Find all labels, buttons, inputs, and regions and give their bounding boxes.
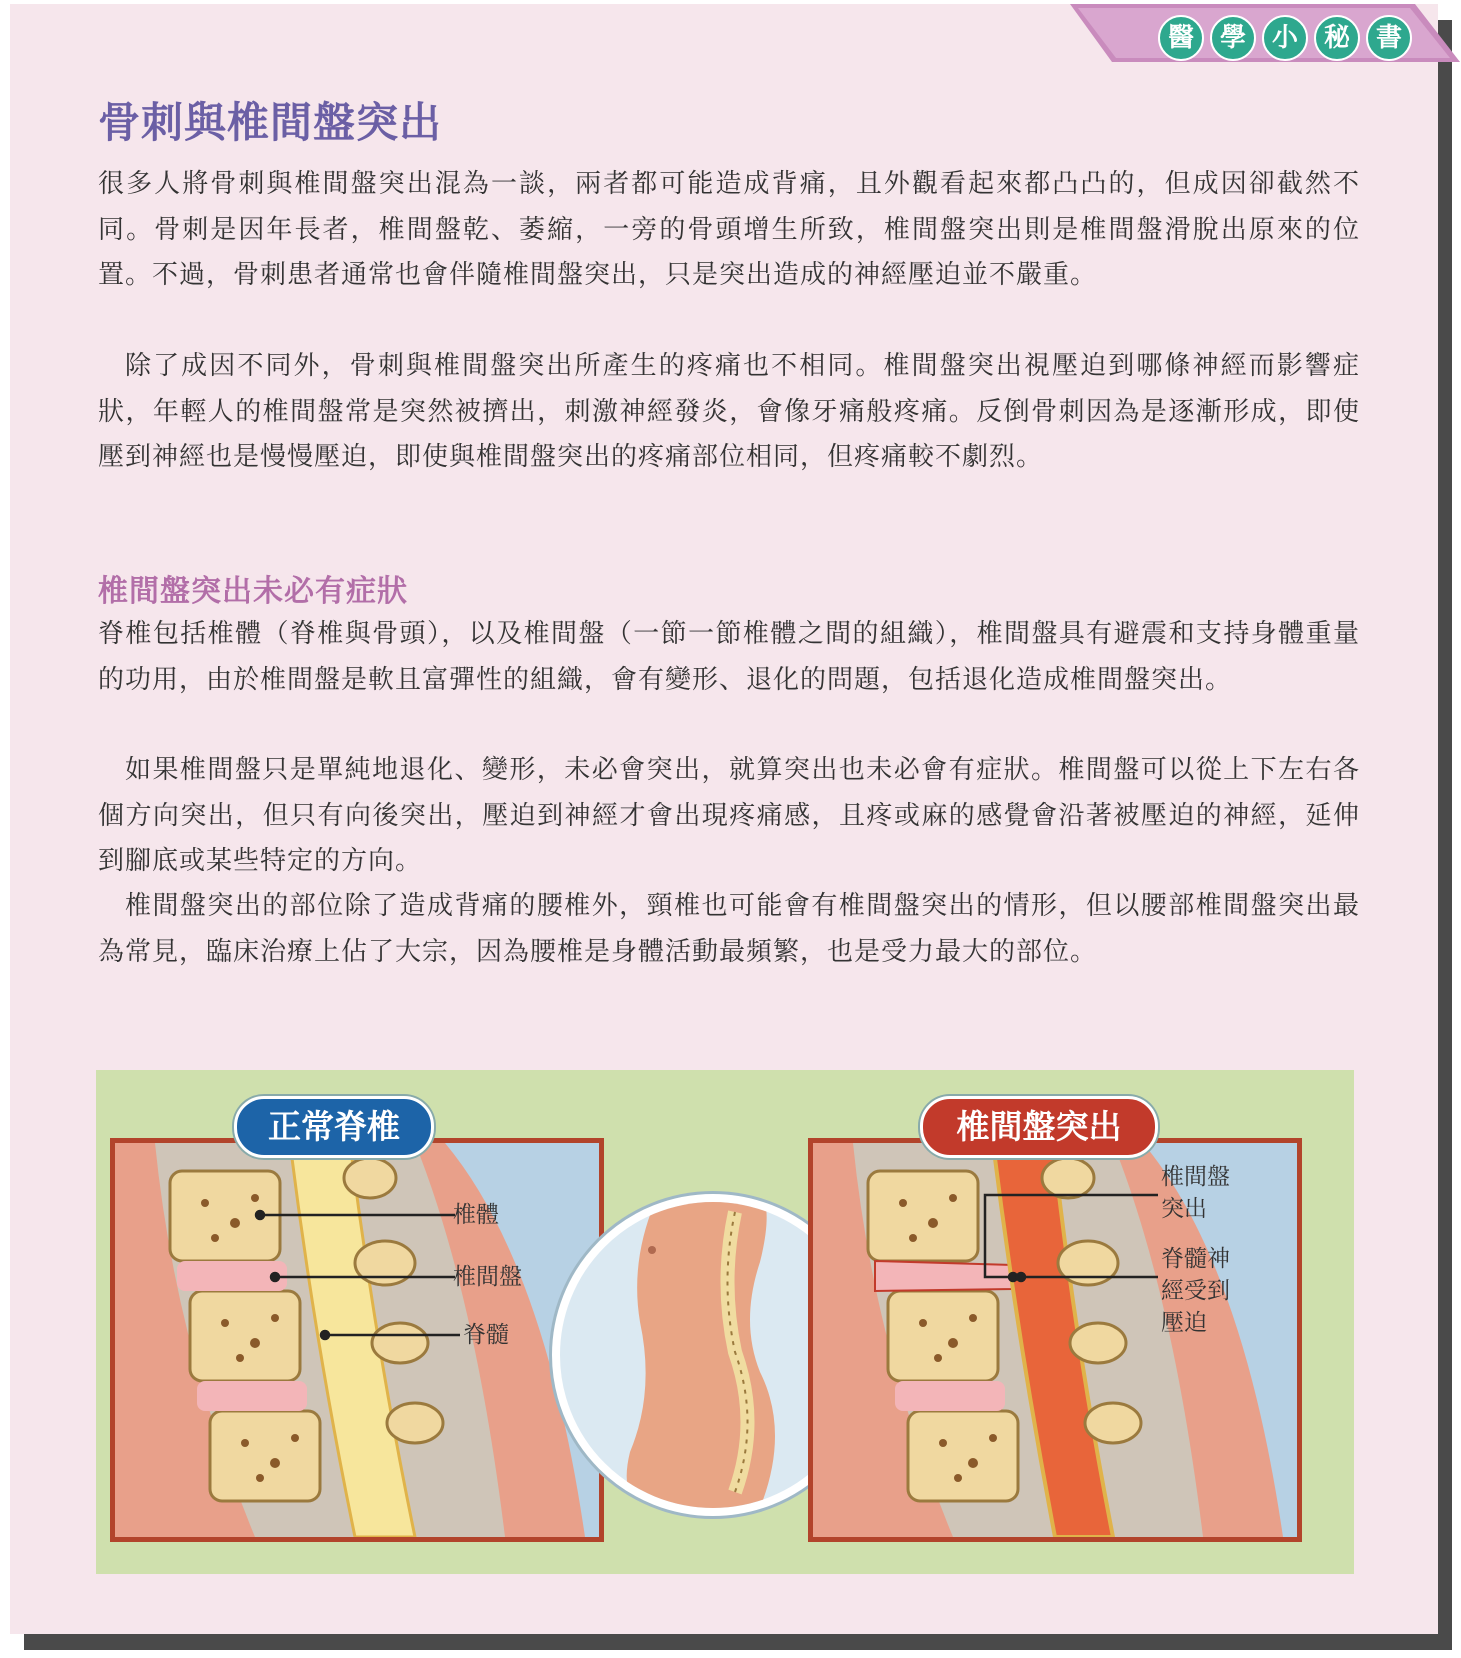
- label-nerve-compressed: 脊髓神 經受到 壓迫: [1161, 1246, 1230, 1336]
- normal-spine-title: 正常脊椎: [234, 1096, 434, 1158]
- series-badge: [1070, 4, 1460, 68]
- paragraph-2: 除了成因不同外，骨刺與椎間盤突出所產生的疼痛也不相同。椎間盤突出視壓迫到哪條神經而影響症狀，年輕人的椎間盤常是突然被擠出，刺激神經發炎，會像牙痛般疼痛。反倒骨刺因為是逐漸形成，即使壓到神經也是慢慢壓迫，即使與椎間盤突出的疼痛部位相同，但疼痛較不劇烈。: [98, 351, 1360, 472]
- normal-spine-panel: [110, 1138, 604, 1542]
- badge-char: 小: [1262, 15, 1308, 61]
- label-disc: 椎間盤: [453, 1264, 522, 1290]
- section-subtitle: 椎間盤突出未必有症狀: [98, 574, 408, 609]
- paragraph-1: 很多人將骨刺與椎間盤突出混為一談，兩者都可能造成背痛，且外觀看起來都凸凸的，但成因卻截然不同。骨刺是因年長者，椎間盤乾、萎縮，一旁的骨頭增生所致，椎間盤突出則是椎間盤滑脫出原來的位置。不過，骨刺患者通常也會伴隨椎間盤突出，只是突出造成的神經壓迫並不嚴重。: [98, 169, 1360, 290]
- label-spinal-cord: 脊髓: [463, 1322, 509, 1348]
- herniated-disc-title: 椎間盤突出: [920, 1096, 1158, 1158]
- page: [10, 4, 1438, 1634]
- badge-char: 秘: [1314, 15, 1360, 61]
- paragraph-5: 椎間盤突出的部位除了造成背痛的腰椎外，頸椎也可能會有椎間盤突出的情形，但以腰部椎間盤突出最為常見，臨床治療上佔了大宗，因為腰椎是身體活動最頻繁，也是受力最大的部位。: [98, 891, 1360, 967]
- badge-char: 書: [1366, 15, 1412, 61]
- paragraph-3: 脊椎包括椎體（脊椎與骨頭），以及椎間盤（一節一節椎體之間的組織），椎間盤具有避震和支持身體重量的功用，由於椎間盤是軟且富彈性的組織，會有變形、退化的問題，包括退化造成椎間盤突出。: [98, 619, 1360, 695]
- paragraph-4: 如果椎間盤只是單純地退化、變形，未必會突出，就算突出也未必會有症狀。椎間盤可以從上下左右各個方向突出，但只有向後突出，壓迫到神經才會出現疼痛感，且疼或麻的感覺會沿著被壓迫的神經，延伸到腳底或某些特定的方向。: [98, 755, 1360, 876]
- label-disc-herniation: 椎間盤 突出: [1161, 1164, 1230, 1222]
- badge-char: 醫: [1158, 15, 1204, 61]
- herniated-disc-panel: [808, 1138, 1302, 1542]
- badge-char: 學: [1210, 15, 1256, 61]
- spine-illustration: [96, 1070, 1354, 1574]
- label-vertebra: 椎體: [453, 1202, 499, 1228]
- page-title: 骨刺與椎間盤突出: [98, 98, 443, 147]
